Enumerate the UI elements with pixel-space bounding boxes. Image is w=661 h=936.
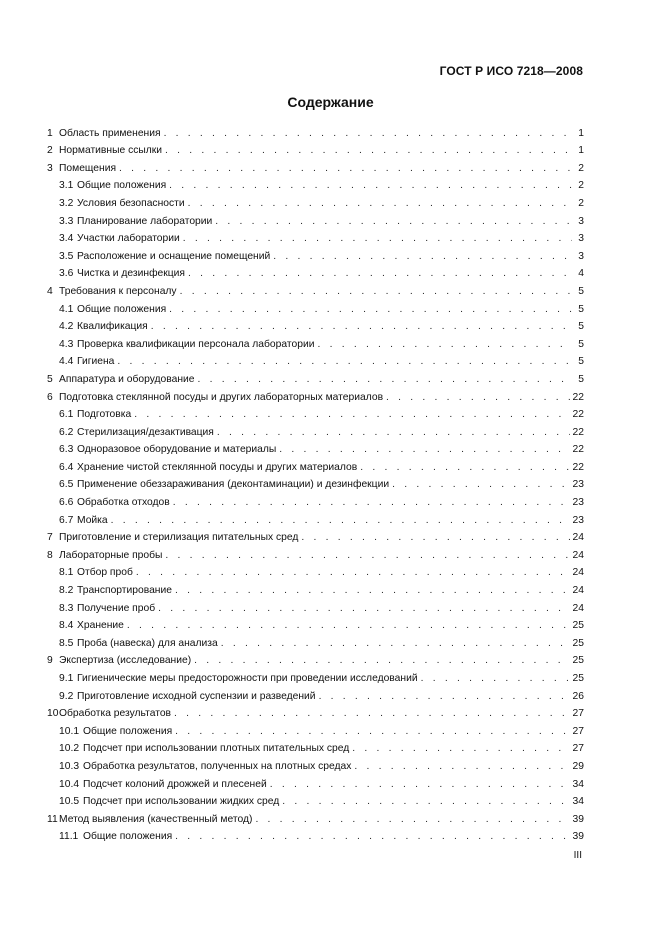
- toc-entry-page: 27: [572, 725, 584, 737]
- toc-entry-page: 5: [578, 338, 584, 350]
- table-of-contents: [47, 122, 584, 843]
- dot-leader: [175, 831, 569, 843]
- toc-entry[interactable]: [47, 140, 584, 158]
- toc-entry-label: Условия безопасности: [77, 197, 185, 209]
- dot-leader: [273, 251, 572, 263]
- toc-entry[interactable]: [47, 404, 584, 422]
- toc-entry[interactable]: [47, 386, 584, 404]
- toc-entry-number: 9.1: [59, 673, 74, 684]
- toc-entry[interactable]: [47, 228, 584, 246]
- toc-entry[interactable]: [47, 210, 584, 228]
- toc-entry[interactable]: [47, 298, 584, 316]
- toc-entry[interactable]: [47, 456, 584, 474]
- dot-leader: [111, 515, 570, 527]
- toc-entry-label: Помещения: [59, 162, 117, 174]
- toc-entry-page: 27: [572, 708, 584, 720]
- toc-entry[interactable]: [47, 667, 584, 685]
- toc-entry-page: 23: [572, 514, 584, 526]
- toc-entry-number: 6.3: [59, 444, 74, 456]
- toc-entry-page: 24: [572, 567, 584, 579]
- toc-entry-number: 3.5: [59, 250, 74, 262]
- toc-entry-page: 34: [572, 796, 584, 808]
- toc-entry-number: 10.2: [59, 743, 80, 755]
- toc-entry[interactable]: [47, 791, 584, 809]
- toc-entry-number: 3.6: [59, 268, 74, 280]
- toc-entry-page: 2: [578, 180, 584, 192]
- toc-entry[interactable]: [47, 579, 584, 597]
- dot-leader: [421, 673, 570, 685]
- toc-entry-label: Лабораторные пробы: [59, 549, 163, 561]
- toc-entry-page: 24: [572, 549, 584, 561]
- dot-leader: [174, 708, 570, 720]
- toc-entry[interactable]: [47, 773, 584, 791]
- dot-leader: [173, 497, 570, 509]
- dot-leader: [165, 145, 572, 157]
- toc-entry-label: Экспертиза (исследование): [59, 655, 192, 667]
- toc-entry-page: 3: [578, 233, 584, 245]
- toc-entry[interactable]: [47, 175, 584, 193]
- toc-entry[interactable]: [47, 615, 584, 633]
- toc-entry-number: 3.3: [59, 215, 74, 227]
- toc-entry[interactable]: [47, 808, 584, 826]
- toc-entry-number: 4.2: [59, 321, 74, 333]
- toc-entry-number: 5: [47, 373, 53, 385]
- toc-entry-label: Расположение и оснащение помещений: [77, 250, 271, 262]
- dot-leader: [180, 286, 572, 298]
- toc-entry-page: 25: [572, 620, 584, 632]
- toc-entry-number: 6.6: [59, 497, 74, 509]
- toc-entry[interactable]: [47, 527, 584, 545]
- toc-entry-number: 2: [47, 145, 53, 157]
- dot-leader: [279, 444, 569, 456]
- dot-leader: [127, 620, 570, 632]
- toc-entry-label: Проверка квалификации персонала лаборатории: [77, 338, 315, 350]
- toc-entry-page: 24: [572, 602, 584, 614]
- toc-entry[interactable]: [47, 738, 584, 756]
- toc-entry-number: 11: [47, 813, 58, 825]
- toc-entry-number: 8.2: [59, 585, 74, 597]
- toc-entry[interactable]: [47, 263, 584, 281]
- toc-entry-label: Отбор проб: [77, 567, 133, 579]
- toc-entry[interactable]: [47, 544, 584, 562]
- toc-entry-page: 22: [572, 444, 584, 456]
- toc-entry[interactable]: [47, 755, 584, 773]
- toc-entry-page: 39: [572, 813, 584, 825]
- toc-entry[interactable]: [47, 421, 584, 439]
- dot-leader: [317, 339, 572, 351]
- toc-entry-label: Мойка: [77, 514, 108, 526]
- toc-entry[interactable]: [47, 491, 584, 509]
- toc-entry-number: 6.5: [59, 479, 74, 491]
- standard-designation: ГОСТ Р ИСО 7218—2008: [439, 64, 583, 78]
- toc-entry-label: Подготовка: [77, 409, 132, 421]
- toc-entry-label: Обработка результатов: [59, 708, 172, 720]
- toc-entry-label: Гигиенические меры предосторожности при проведении исследований: [77, 673, 418, 684]
- toc-entry-number: 6.2: [59, 426, 74, 438]
- toc-entry-number: 10.5: [59, 796, 80, 808]
- page-title: Содержание: [287, 94, 374, 110]
- toc-entry-number: 10.4: [59, 778, 80, 790]
- toc-entry[interactable]: [47, 474, 584, 492]
- toc-entry-page: 22: [572, 409, 584, 421]
- toc-entry-page: 5: [578, 285, 584, 297]
- toc-entry-page: 2: [578, 162, 584, 174]
- toc-entry-label: Обработка результатов, полученных на плотных средах: [83, 760, 352, 772]
- toc-entry[interactable]: [47, 280, 584, 298]
- toc-entry[interactable]: [47, 703, 584, 721]
- dot-leader: [386, 392, 569, 404]
- toc-entry-number: 11.1: [59, 831, 79, 843]
- toc-entry-number: 7: [47, 532, 53, 544]
- toc-entry-number: 3: [47, 162, 53, 174]
- dot-leader: [319, 691, 570, 703]
- dot-leader: [165, 550, 569, 562]
- dot-leader: [117, 356, 572, 368]
- toc-entry-number: 6.1: [59, 409, 74, 421]
- toc-entry-number: 10.3: [59, 760, 80, 772]
- dot-leader: [282, 796, 569, 808]
- dot-leader: [392, 479, 569, 491]
- toc-entry[interactable]: [47, 122, 584, 140]
- toc-entry-page: 5: [578, 356, 584, 368]
- toc-entry-label: Аппаратура и оборудование: [59, 373, 195, 385]
- dot-leader: [175, 585, 570, 597]
- toc-entry[interactable]: [47, 245, 584, 263]
- dot-leader: [169, 304, 572, 316]
- toc-entry-label: Приготовление исходной суспензии и разведений: [77, 690, 316, 702]
- toc-entry-page: 23: [572, 497, 584, 509]
- dot-leader: [119, 163, 572, 175]
- toc-entry[interactable]: [47, 685, 584, 703]
- toc-entry-label: Одноразовое оборудование и материалы: [77, 444, 277, 456]
- toc-entry-number: 8.5: [59, 637, 74, 649]
- toc-entry[interactable]: [47, 351, 584, 369]
- toc-entry-label: Общие положения: [83, 831, 173, 843]
- toc-entry-number: 8.1: [59, 567, 74, 579]
- dot-leader: [134, 409, 569, 421]
- toc-entry-label: Приготовление и стерилизация питательных сред: [59, 532, 299, 544]
- toc-entry-number: 4.4: [59, 356, 74, 368]
- toc-entry-page: 3: [578, 215, 584, 227]
- toc-entry-label: Метод выявления (качественный метод): [59, 813, 253, 825]
- toc-entry[interactable]: [47, 333, 584, 351]
- dot-leader: [270, 779, 570, 791]
- dot-leader: [164, 128, 572, 140]
- toc-entry-page: 5: [578, 303, 584, 315]
- toc-entry-label: Квалификация: [77, 321, 148, 333]
- dot-leader: [217, 427, 570, 439]
- toc-entry[interactable]: [47, 368, 584, 386]
- toc-entry-label: Требования к персоналу: [59, 285, 177, 297]
- toc-entry-page: 22: [572, 391, 584, 403]
- toc-entry-page: 27: [572, 743, 584, 755]
- dot-leader: [183, 233, 572, 245]
- toc-entry[interactable]: [47, 157, 584, 175]
- toc-entry[interactable]: [47, 632, 584, 650]
- dot-leader: [215, 216, 572, 228]
- toc-entry-label: Хранение чистой стеклянной посуды и других материалов: [77, 461, 358, 473]
- toc-entry-page: 4: [578, 268, 584, 280]
- dot-leader: [198, 374, 572, 386]
- toc-entry[interactable]: [47, 650, 584, 668]
- toc-entry-number: 4.3: [59, 338, 74, 350]
- toc-entry-page: 1: [578, 127, 584, 139]
- toc-entry-number: 4: [47, 285, 53, 297]
- dot-leader: [255, 814, 569, 826]
- dot-leader: [158, 603, 569, 615]
- toc-entry-page: 34: [572, 778, 584, 790]
- toc-entry-label: Подготовка стеклянной посуды и других лабораторных материалов: [59, 391, 384, 403]
- toc-entry-label: Общие положения: [77, 180, 167, 192]
- toc-entry-number: 8: [47, 549, 53, 561]
- toc-entry[interactable]: [47, 562, 584, 580]
- toc-entry[interactable]: [47, 509, 584, 527]
- toc-entry-label: Транспортирование: [77, 585, 172, 597]
- toc-entry-page: 24: [572, 532, 584, 544]
- toc-entry-page: 24: [572, 585, 584, 597]
- toc-entry-number: 10: [47, 708, 59, 720]
- toc-entry-label: Чистка и дезинфекция: [77, 268, 186, 280]
- toc-entry-number: 9: [47, 655, 53, 667]
- toc-entry-page: 2: [578, 197, 584, 209]
- toc-entry-page: 3: [578, 250, 584, 262]
- toc-entry-number: 1: [47, 127, 53, 139]
- toc-entry-page: 22: [572, 461, 584, 473]
- dot-leader: [188, 198, 572, 210]
- toc-entry-label: Гигиена: [77, 356, 115, 368]
- toc-entry-page: 23: [572, 479, 584, 491]
- toc-entry-number: 3.4: [59, 233, 74, 245]
- toc-entry-page: 25: [572, 673, 584, 684]
- toc-entry-label: Получение проб: [77, 602, 156, 614]
- toc-entry-number: 8.3: [59, 602, 74, 614]
- toc-entry-number: 6.4: [59, 461, 74, 473]
- toc-entry-label: Область применения: [59, 127, 161, 139]
- toc-entry-label: Применение обеззараживания (деконтаминации) и дезинфекции: [77, 479, 390, 491]
- dot-leader: [221, 638, 570, 650]
- dot-leader: [352, 743, 569, 755]
- toc-entry-number: 9.2: [59, 690, 74, 702]
- toc-entry-label: Проба (навеска) для анализа: [77, 637, 218, 649]
- page-number: III: [573, 850, 582, 861]
- toc-entry-page: 26: [572, 690, 584, 702]
- toc-entry-page: 25: [572, 655, 584, 667]
- toc-entry[interactable]: [47, 439, 584, 457]
- dot-leader: [169, 180, 572, 192]
- toc-entry-label: Стерилизация/дезактивация: [77, 426, 214, 438]
- dot-leader: [188, 268, 572, 280]
- dot-leader: [151, 321, 572, 333]
- toc-entry-label: Хранение: [77, 620, 124, 632]
- toc-entry-label: Планирование лаборатории: [77, 215, 213, 227]
- toc-entry-number: 4.1: [59, 303, 74, 315]
- toc-entry-page: 1: [578, 145, 584, 157]
- dot-leader: [360, 462, 569, 474]
- toc-entry[interactable]: [47, 597, 584, 615]
- dot-leader: [175, 726, 569, 738]
- dot-leader: [354, 761, 569, 773]
- toc-entry-page: 39: [572, 831, 584, 843]
- toc-entry-label: Общие положения: [77, 303, 167, 315]
- toc-entry-number: 3.2: [59, 197, 74, 209]
- toc-entry-page: 22: [572, 426, 584, 438]
- dot-leader: [301, 532, 569, 544]
- toc-entry-label: Подсчет колоний дрожжей и плесеней: [83, 778, 267, 790]
- toc-entry-label: Нормативные ссылки: [59, 145, 163, 157]
- dot-leader: [194, 655, 569, 667]
- toc-entry-page: 5: [578, 373, 584, 385]
- toc-entry-number: 6.7: [59, 514, 74, 526]
- toc-entry[interactable]: [47, 316, 584, 334]
- toc-entry-page: 5: [578, 321, 584, 333]
- toc-entry-page: 29: [572, 760, 584, 772]
- toc-entry-page: 25: [572, 637, 584, 649]
- toc-entry-label: Подсчет при использовании плотных питательных сред: [83, 743, 350, 755]
- toc-entry[interactable]: [47, 826, 584, 844]
- toc-entry-label: Общие положения: [83, 725, 173, 737]
- dot-leader: [136, 567, 570, 579]
- toc-entry[interactable]: [47, 720, 584, 738]
- toc-entry-label: Обработка отходов: [77, 497, 170, 509]
- toc-entry-number: 10.1: [59, 725, 80, 737]
- toc-entry-number: 8.4: [59, 620, 74, 632]
- toc-entry-label: Подсчет при использовании жидких сред: [83, 796, 280, 808]
- toc-entry-number: 3.1: [59, 180, 74, 192]
- toc-entry-label: Участки лаборатории: [77, 233, 180, 245]
- toc-entry[interactable]: [47, 192, 584, 210]
- toc-entry-number: 6: [47, 391, 53, 403]
